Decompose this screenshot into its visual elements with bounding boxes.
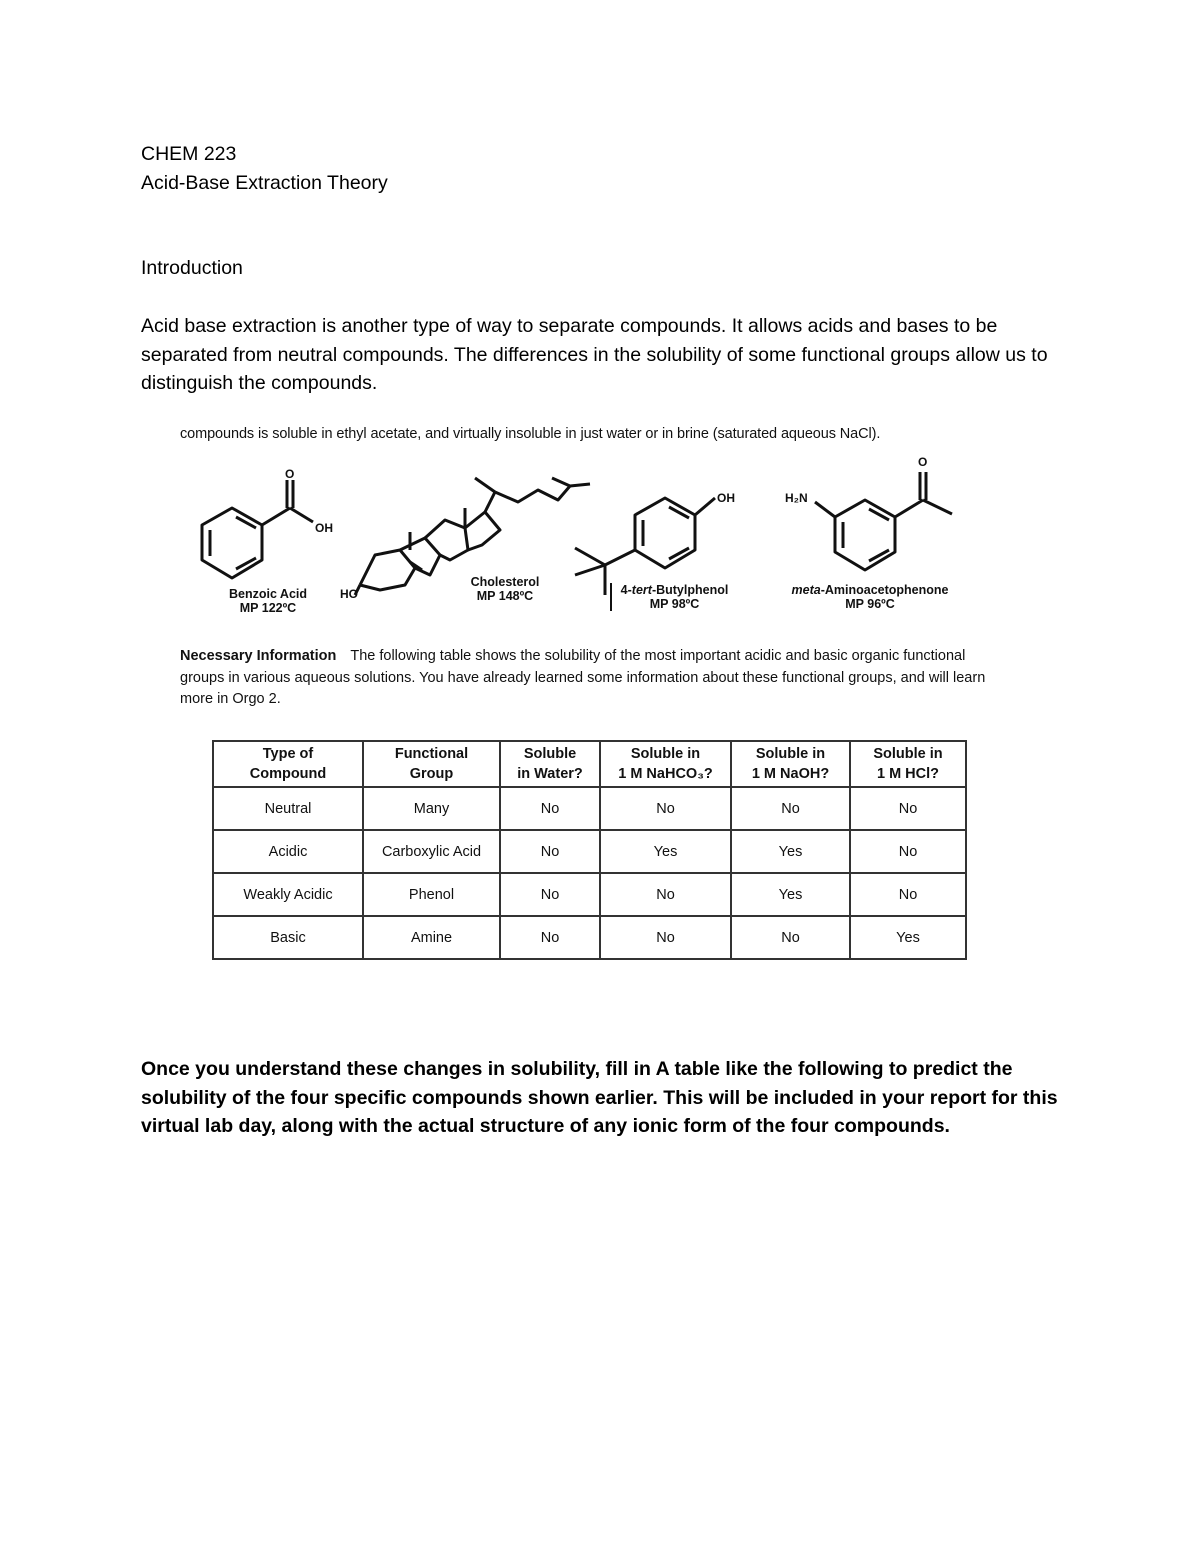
table-row bbox=[213, 787, 966, 830]
table-cell: Yes bbox=[850, 916, 966, 959]
phenol-hydroxyl-label: OH bbox=[717, 491, 735, 505]
table-cell: Many bbox=[363, 787, 500, 830]
table-cell: No bbox=[500, 916, 600, 959]
ketone-oxygen-label: O bbox=[918, 455, 928, 469]
benzoic-acid-label: Benzoic Acid MP 122ºC bbox=[228, 587, 308, 615]
table-cell: No bbox=[500, 830, 600, 873]
table-cell: Weakly Acidic bbox=[213, 873, 363, 916]
aminoacetophenone-structure bbox=[815, 472, 952, 570]
table-cell: No bbox=[500, 873, 600, 916]
benzoic-acid-structure bbox=[202, 480, 313, 578]
header-soluble-nahco3: Soluble in 1 M NaHCO₃? bbox=[600, 741, 731, 787]
header-type-of-compound: Type of Compound bbox=[213, 741, 363, 787]
amine-label: H₂N bbox=[785, 491, 808, 505]
header-soluble-hcl: Soluble in 1 M HCl? bbox=[850, 741, 966, 787]
table-row bbox=[213, 873, 966, 916]
table-cell: Acidic bbox=[213, 830, 363, 873]
table-cell: Yes bbox=[731, 830, 850, 873]
tert-butylphenol-label: 4-tert-Butylphenol MP 98ºC bbox=[610, 583, 737, 611]
table-cell: No bbox=[850, 873, 966, 916]
table-cell: Amine bbox=[363, 916, 500, 959]
intro-heading: Introduction bbox=[141, 257, 243, 279]
table-cell: Basic bbox=[213, 916, 363, 959]
table-cell: No bbox=[600, 787, 731, 830]
table-row bbox=[213, 830, 966, 873]
aminoacetophenone-label: meta-Aminoacetophenone MP 96ºC bbox=[791, 583, 949, 611]
necessary-information-label: Necessary Information bbox=[180, 648, 337, 664]
table-cell: Yes bbox=[731, 873, 850, 916]
figure-caption: compounds is soluble in ethyl acetate, and virtually insoluble in just water or in brine (saturated aqueous NaCl). bbox=[180, 426, 881, 442]
tert-butylphenol-structure bbox=[575, 498, 715, 595]
course-code: CHEM 223 bbox=[141, 143, 237, 165]
benzoic-oxygen-label: O bbox=[285, 467, 295, 481]
cholesterol-ho-label: HO bbox=[340, 587, 358, 601]
necessary-information bbox=[180, 646, 1010, 711]
table-cell: Yes bbox=[600, 830, 731, 873]
benzoic-hydroxyl-label: OH bbox=[315, 521, 333, 535]
intro-paragraph: Acid base extraction is another type of way to separate compounds. It allows acids and bases to be separated from neutral compounds. The differences in the solubility of some functional groups allow us to distinguish the compounds. bbox=[141, 315, 1048, 394]
table-row bbox=[213, 916, 966, 959]
table-cell: No bbox=[850, 830, 966, 873]
table-cell: No bbox=[600, 916, 731, 959]
table-cell: Carboxylic Acid bbox=[363, 830, 500, 873]
table-cell: No bbox=[850, 787, 966, 830]
table-cell: No bbox=[600, 873, 731, 916]
table-cell: No bbox=[500, 787, 600, 830]
cholesterol-label: Cholesterol MP 148ºC bbox=[470, 575, 540, 603]
document-title: Acid-Base Extraction Theory bbox=[141, 172, 388, 194]
header-soluble-water: Soluble in Water? bbox=[500, 741, 600, 787]
table-header-row bbox=[213, 741, 966, 787]
table-cell: Phenol bbox=[363, 873, 500, 916]
header-functional-group: Functional Group bbox=[363, 741, 500, 787]
header-soluble-naoh: Soluble in 1 M NaOH? bbox=[731, 741, 850, 787]
table-cell: No bbox=[731, 787, 850, 830]
closing-instructions: Once you understand these changes in solubility, fill in A table like the following to predict the solubility of the four specific compounds shown earlier. This will be included in your report for this virtual lab day, along with the actual structure of any ionic form of the four compounds. bbox=[141, 1058, 1058, 1137]
table-cell: No bbox=[731, 916, 850, 959]
solubility-table bbox=[212, 740, 967, 960]
necessary-information-text: The following table shows the solubility of the most important acidic and basic organic functional groups in various aqueous solutions. You have already learned some information about these functional groups, and will learn more in Orgo 2. bbox=[180, 648, 986, 707]
table-cell: Neutral bbox=[213, 787, 363, 830]
